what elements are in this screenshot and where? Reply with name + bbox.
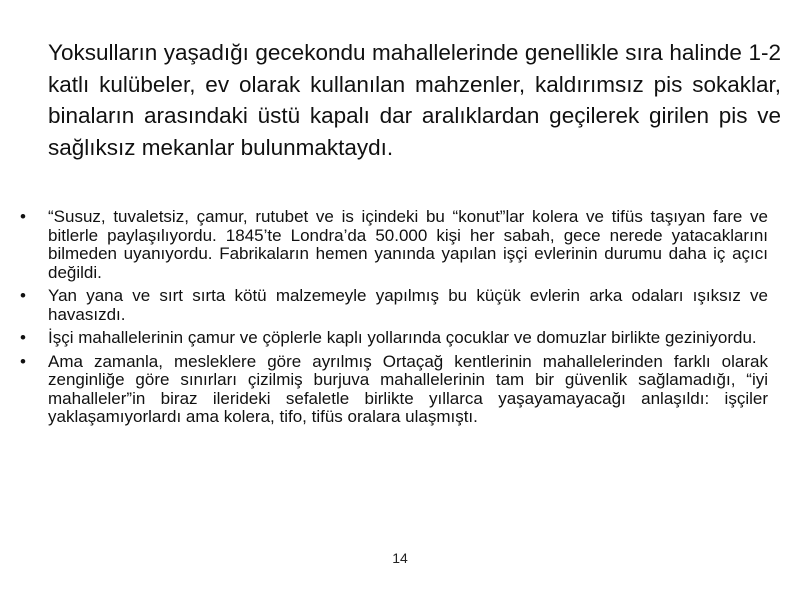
- bullet-icon: •: [20, 207, 26, 226]
- bullet-text: İşçi mahallelerinin çamur ve çöplerle kaplı yollarında çocuklar ve domuzlar birlikte geziniyordu.: [48, 328, 757, 347]
- bullet-icon: •: [20, 328, 26, 347]
- bullet-icon: •: [20, 286, 26, 305]
- bullet-icon: •: [20, 351, 26, 371]
- bullet-item: [20, 353, 768, 427]
- bullet-item: [20, 287, 768, 324]
- bullet-text: Yan yana ve sırt sırta kötü malzemeyle yapılmış bu küçük evlerin arka odaları ışıksız ve havasızdı.: [48, 286, 768, 324]
- bullet-item: [20, 329, 768, 348]
- bullet-item: [20, 208, 768, 282]
- intro-paragraph: Yoksulların yaşadığı gecekondu mahallelerinde genellikle sıra halinde 1-2 katlı kulübeler, ev olarak kullanılan mahzenler, kaldırımsız pis sokaklar, binaların arasındaki üstü kapalı dar aralıklardan geçilerek girilen pis ve sağlıksız mekanlar bulunmaktaydı.: [48, 40, 781, 160]
- page-number: 14: [392, 550, 408, 566]
- bullet-text: Ama zamanla, mesleklere göre ayrılmış Ortaçağ kentlerinin mahallelerinden farklı olarak zenginliğe göre sınırları çizilmiş burjuva mahallelerinin tam bir güvenlik sağlamadığı, “iyi mahalleler”in biraz ilerideki sefaletle birlikte yıllarca yaşayamayacağı anlaşıldı: işçiler yaklaşamıyorlardı ama kolera, tifo, tifüs oralara ulaşmıştı.: [48, 351, 768, 426]
- bullet-text: “Susuz, tuvaletsiz, çamur, rutubet ve is içindeki bu “konut”lar kolera ve tifüs taşıyan fare ve bitlerle paylaşılıyordu. 1845’te Londra’da 50.000 kişi her sabah, gece nerede yatacaklarını bilmeden uyanıyordu. Fabrikaların hemen yanında yapılan işçi evlerinin durumu daha iç açıcı değildi.: [48, 207, 768, 282]
- bullet-list: [20, 208, 768, 432]
